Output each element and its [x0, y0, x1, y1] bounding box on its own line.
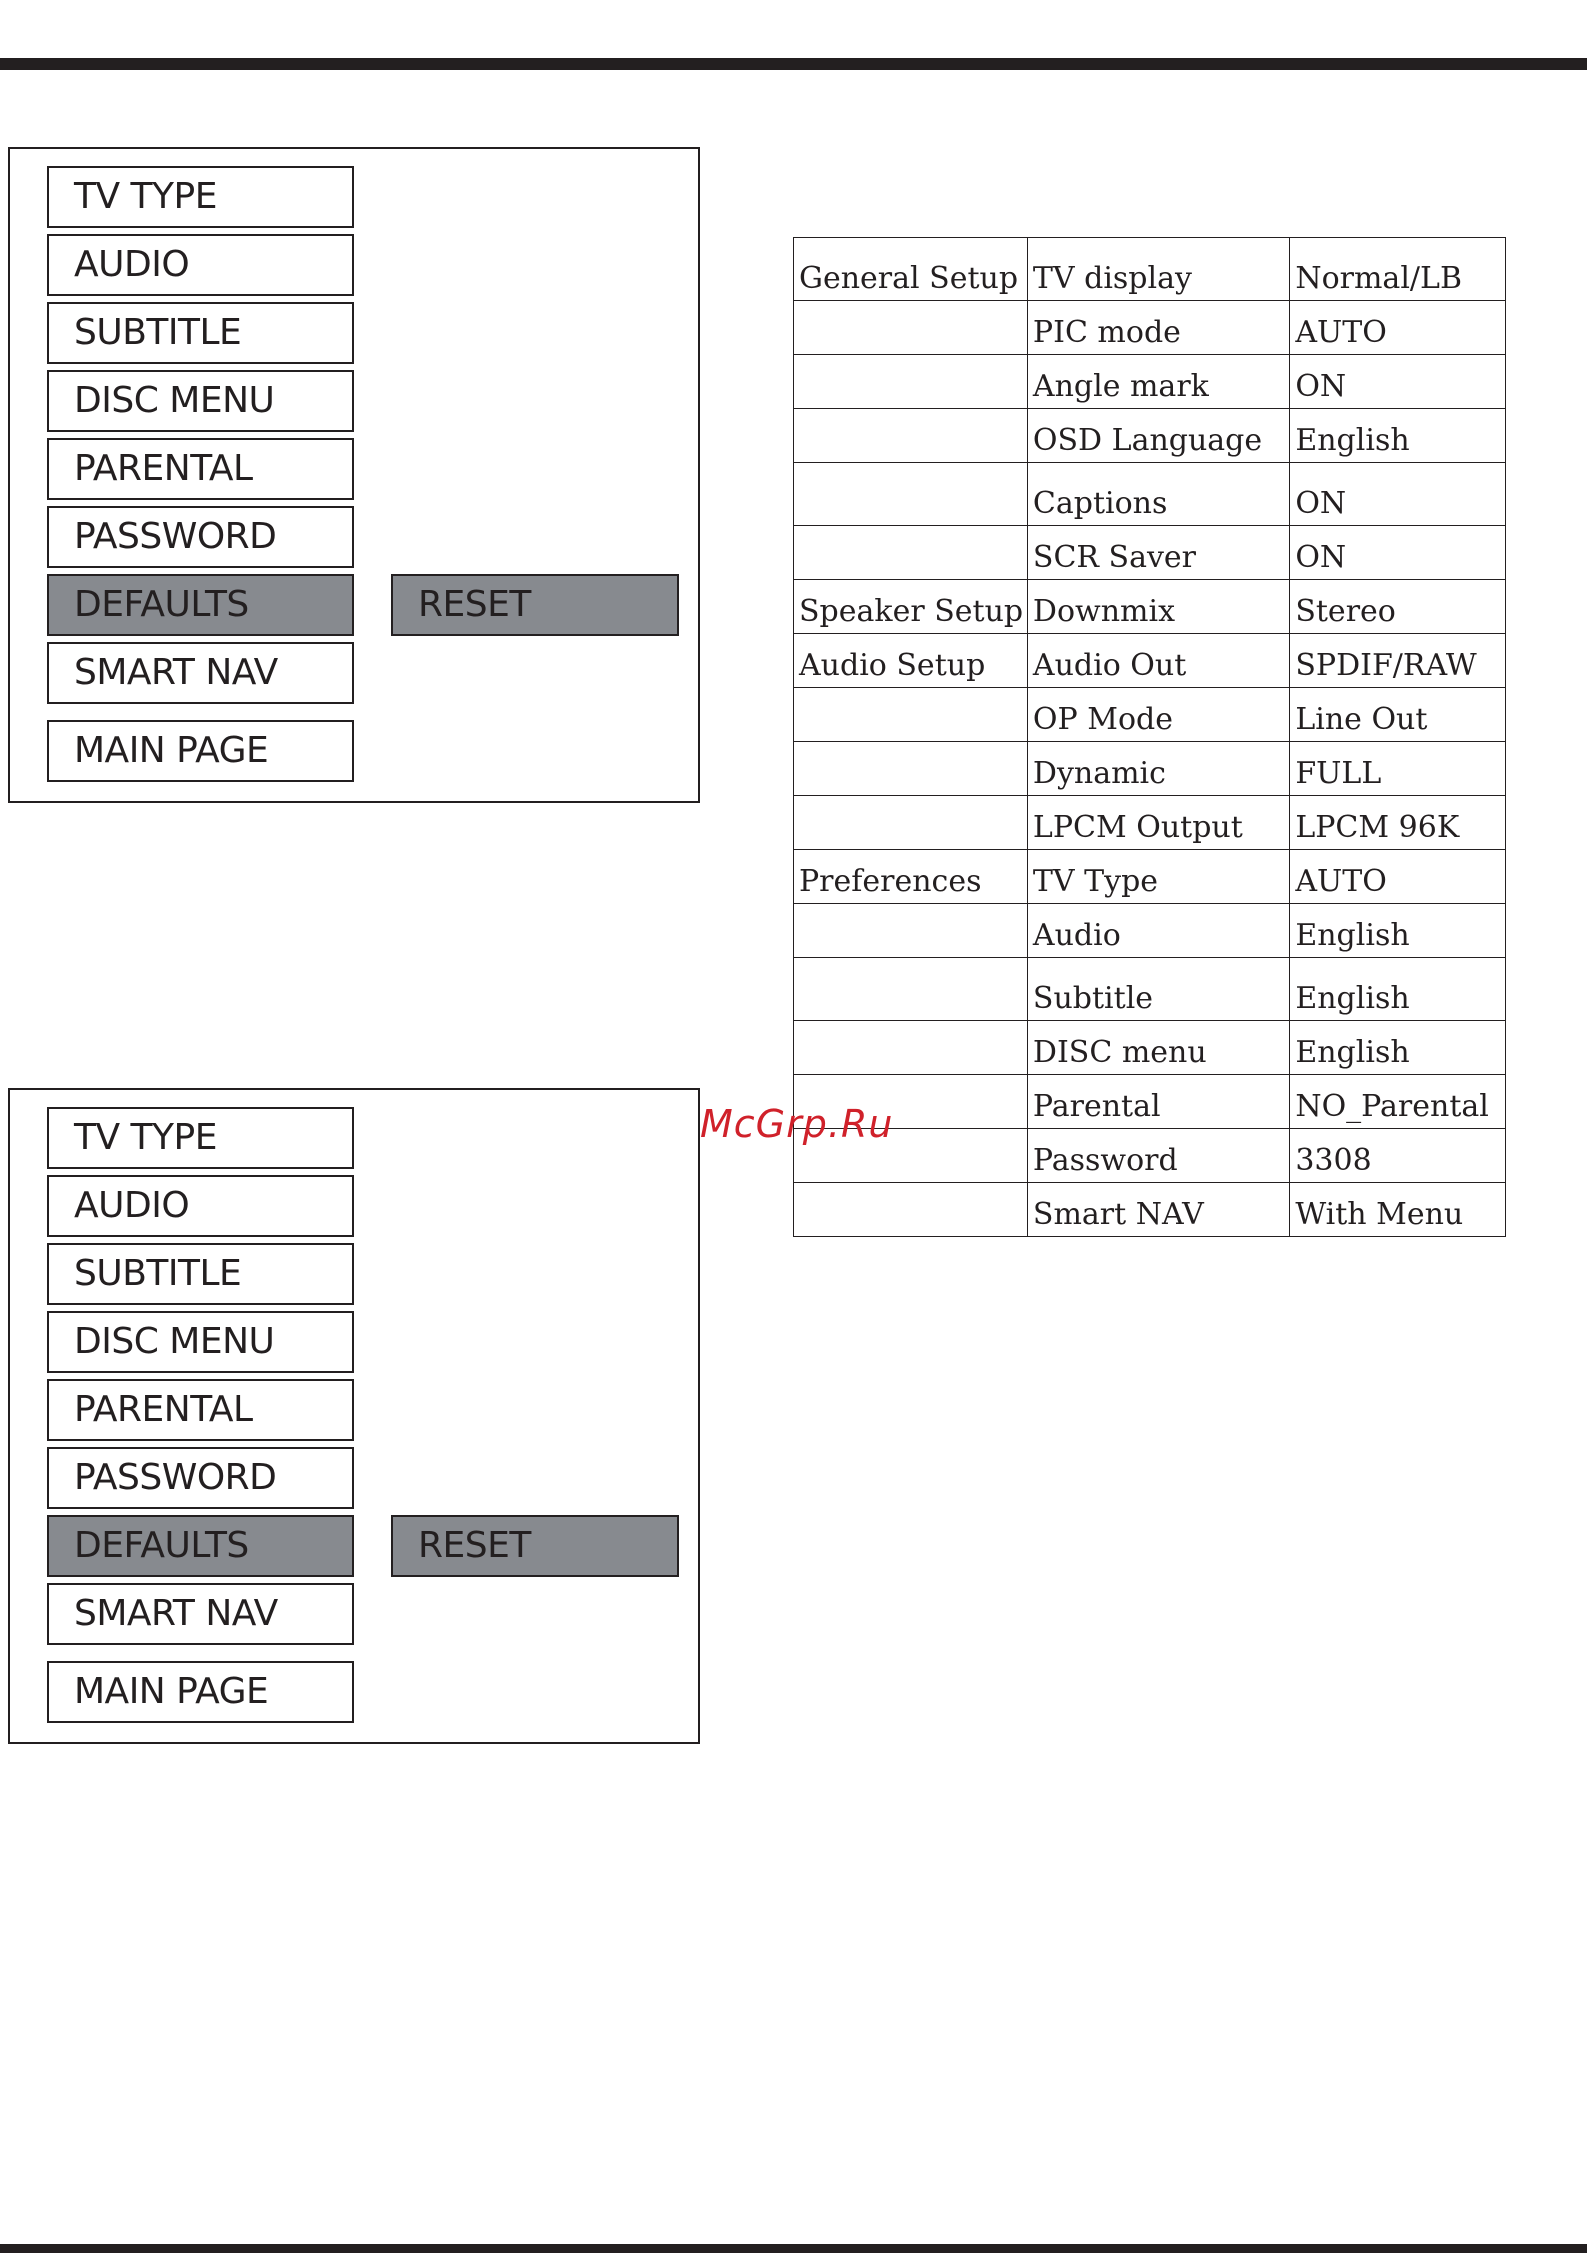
- table-row: [794, 1129, 1506, 1183]
- category-cell: [794, 958, 1028, 1021]
- table-row: [794, 1021, 1506, 1075]
- table-row: [794, 409, 1506, 463]
- table-row: [794, 463, 1506, 526]
- setting-cell: Audio: [1027, 904, 1289, 958]
- category-cell: [794, 526, 1028, 580]
- menu-item-defaults[interactable]: DEFAULTS: [47, 1515, 354, 1577]
- setting-cell: Subtitle: [1027, 958, 1289, 1021]
- menu-item-audio[interactable]: AUDIO: [47, 1175, 354, 1237]
- menu-item-password[interactable]: PASSWORD: [47, 506, 354, 568]
- table-row: [794, 580, 1506, 634]
- table-row: [794, 301, 1506, 355]
- table-row: [794, 238, 1506, 301]
- category-cell: Audio Setup: [794, 634, 1028, 688]
- setting-cell: OP Mode: [1027, 688, 1289, 742]
- table-row: [794, 796, 1506, 850]
- value-cell: Normal/LB: [1290, 238, 1506, 301]
- value-cell: ON: [1290, 463, 1506, 526]
- menu-item-tv-type[interactable]: TV TYPE: [47, 166, 354, 228]
- bottom-rule: [0, 2244, 1587, 2253]
- value-cell: English: [1290, 958, 1506, 1021]
- category-cell: [794, 355, 1028, 409]
- menu-item-password[interactable]: PASSWORD: [47, 1447, 354, 1509]
- reset-button[interactable]: RESET: [391, 574, 679, 636]
- menu-item-main-page[interactable]: MAIN PAGE: [47, 720, 354, 782]
- category-cell: [794, 742, 1028, 796]
- category-cell: Preferences: [794, 850, 1028, 904]
- setup-menu-panel-2: [8, 1088, 700, 1744]
- setting-cell: TV Type: [1027, 850, 1289, 904]
- value-cell: LPCM 96K: [1290, 796, 1506, 850]
- category-cell: [794, 1021, 1028, 1075]
- category-cell: Speaker Setup: [794, 580, 1028, 634]
- category-cell: [794, 463, 1028, 526]
- category-cell: [794, 1183, 1028, 1237]
- menu-item-defaults[interactable]: DEFAULTS: [47, 574, 354, 636]
- category-cell: [794, 796, 1028, 850]
- value-cell: English: [1290, 904, 1506, 958]
- setting-cell: Captions: [1027, 463, 1289, 526]
- setting-cell: SCR Saver: [1027, 526, 1289, 580]
- setting-cell: TV display: [1027, 238, 1289, 301]
- menu-item-main-page[interactable]: MAIN PAGE: [47, 1661, 354, 1723]
- value-cell: AUTO: [1290, 850, 1506, 904]
- value-cell: SPDIF/RAW: [1290, 634, 1506, 688]
- menu-item-parental[interactable]: PARENTAL: [47, 438, 354, 500]
- table-row: [794, 904, 1506, 958]
- table-row: [794, 634, 1506, 688]
- table-row: [794, 850, 1506, 904]
- setting-cell: Audio Out: [1027, 634, 1289, 688]
- value-cell: English: [1290, 409, 1506, 463]
- value-cell: FULL: [1290, 742, 1506, 796]
- category-cell: [794, 301, 1028, 355]
- setting-cell: Dynamic: [1027, 742, 1289, 796]
- setting-cell: Angle mark: [1027, 355, 1289, 409]
- setting-cell: Smart NAV: [1027, 1183, 1289, 1237]
- category-cell: [794, 688, 1028, 742]
- setting-cell: OSD Language: [1027, 409, 1289, 463]
- menu-item-smart-nav[interactable]: SMART NAV: [47, 642, 354, 704]
- value-cell: AUTO: [1290, 301, 1506, 355]
- value-cell: Stereo: [1290, 580, 1506, 634]
- value-cell: 3308: [1290, 1129, 1506, 1183]
- setting-cell: PIC mode: [1027, 301, 1289, 355]
- setting-cell: Parental: [1027, 1075, 1289, 1129]
- menu-item-subtitle[interactable]: SUBTITLE: [47, 302, 354, 364]
- setting-cell: DISC menu: [1027, 1021, 1289, 1075]
- table-row: [794, 688, 1506, 742]
- category-cell: [794, 904, 1028, 958]
- value-cell: ON: [1290, 355, 1506, 409]
- value-cell: English: [1290, 1021, 1506, 1075]
- setting-cell: Password: [1027, 1129, 1289, 1183]
- menu-item-parental[interactable]: PARENTAL: [47, 1379, 354, 1441]
- menu-item-subtitle[interactable]: SUBTITLE: [47, 1243, 354, 1305]
- table-row: [794, 1183, 1506, 1237]
- value-cell: NO_Parental: [1290, 1075, 1506, 1129]
- watermark-text: McGrp.Ru: [700, 1102, 894, 1146]
- category-cell: [794, 409, 1028, 463]
- menu-item-audio[interactable]: AUDIO: [47, 234, 354, 296]
- table-row: [794, 355, 1506, 409]
- value-cell: ON: [1290, 526, 1506, 580]
- value-cell: With Menu: [1290, 1183, 1506, 1237]
- menu-item-tv-type[interactable]: TV TYPE: [47, 1107, 354, 1169]
- setting-cell: Downmix: [1027, 580, 1289, 634]
- top-rule: [0, 58, 1587, 70]
- menu-item-disc-menu[interactable]: DISC MENU: [47, 1311, 354, 1373]
- table-row: [794, 1075, 1506, 1129]
- reset-button[interactable]: RESET: [391, 1515, 679, 1577]
- menu-item-disc-menu[interactable]: DISC MENU: [47, 370, 354, 432]
- table-row: [794, 958, 1506, 1021]
- category-cell: General Setup: [794, 238, 1028, 301]
- table-row: [794, 742, 1506, 796]
- table-row: [794, 526, 1506, 580]
- value-cell: Line Out: [1290, 688, 1506, 742]
- menu-item-smart-nav[interactable]: SMART NAV: [47, 1583, 354, 1645]
- setup-menu-panel-1: [8, 147, 700, 803]
- default-settings-table: [793, 237, 1506, 1237]
- setting-cell: LPCM Output: [1027, 796, 1289, 850]
